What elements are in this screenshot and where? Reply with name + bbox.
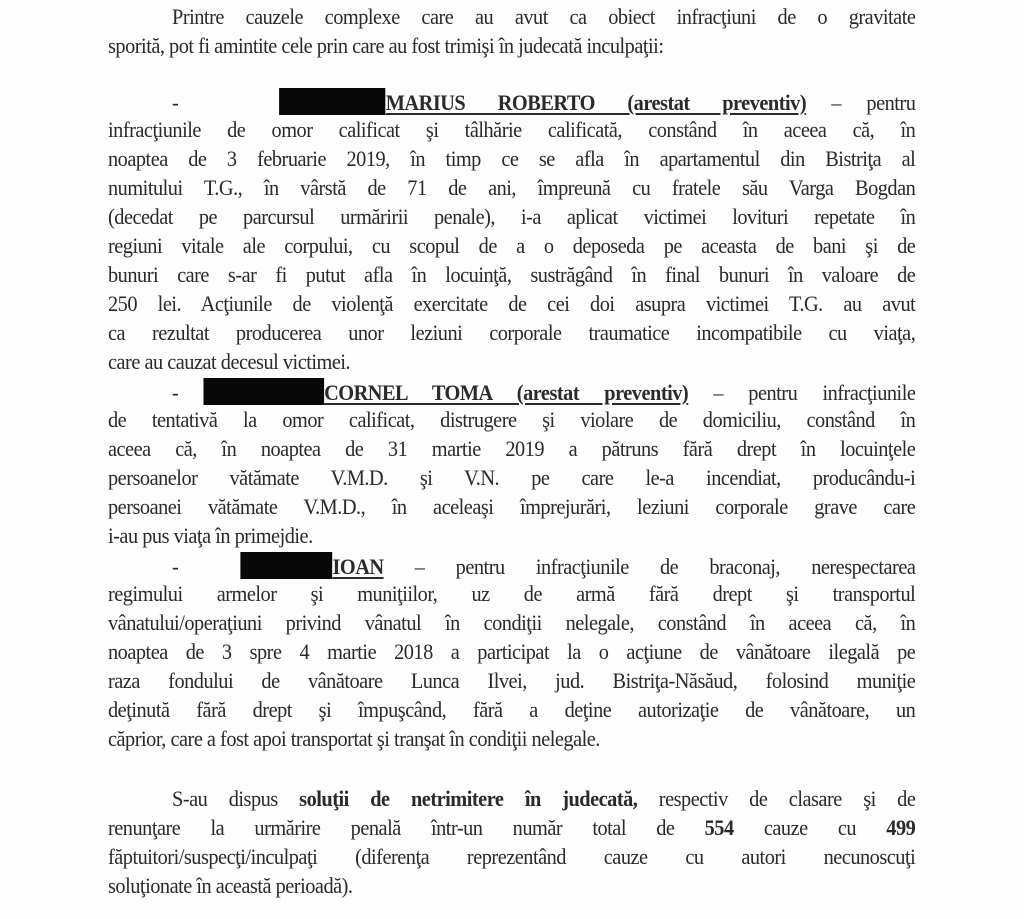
closing-text: renunţare la urmărire penală într-un număr total de xyxy=(108,815,705,840)
case2-dash: - xyxy=(172,380,179,405)
case3-line: deţinută fără drept şi împuşcând, fără a deţine autorizaţie de vânătoare, un xyxy=(108,697,916,722)
closing-text: respectiv de clasare şi de xyxy=(637,786,916,811)
case1-line: care au cauzat decesul victimei. xyxy=(108,349,351,374)
persons-count: 499 xyxy=(886,815,916,840)
case1-line: ca rezultat producerea unor leziuni corporale traumatice incompatibile cu viaţa, xyxy=(108,320,916,345)
case1-defendant-name: MARIUS ROBERTO (arestat preventiv) xyxy=(385,90,807,115)
case1-line: 250 lei. Acţiunile de violenţă exercitate de cei doi asupra victimei T.G. au avut xyxy=(108,291,916,316)
case3-defendant-name: IOAN xyxy=(332,554,384,579)
case2-line: i-au pus viaţa în primejdie. xyxy=(108,523,313,548)
case3-heading-tail: – pentru infracţiunile de braconaj, nerespectarea xyxy=(383,554,916,579)
closing-text: S-au dispus xyxy=(172,786,300,811)
case1-line: numitului T.G., în vârstă de 71 de ani, împreună cu fratele său Varga Bogdan xyxy=(108,175,916,200)
closing-emphasis: soluţii de netrimitere în judecată, xyxy=(299,786,638,811)
closing-line-2 xyxy=(108,815,915,841)
case2-line: aceea că, în noaptea de 31 martie 2019 a pătruns fără drept în locuinţele xyxy=(108,436,916,461)
case2-line: persoanei vătămate V.M.D., în aceleaşi împrejurări, leziuni corporale grave care xyxy=(108,494,916,519)
cases-count: 554 xyxy=(704,815,734,840)
case1-line: regiuni vitale ale corpului, cu scopul de a o deposeda pe aceasta de bani şi de xyxy=(108,233,916,258)
case3-line: regimului armelor şi muniţiilor, uz de armă fără drept şi transportul xyxy=(108,581,916,606)
closing-line-3: făptuitori/suspecţi/inculpaţi (diferenţa reprezentând cauze cu autori necunoscuţi xyxy=(108,844,916,869)
case1-line: bunuri care s-ar fi putut afla în locuinţă, sustrăgând în final bunuri în valoare de xyxy=(108,262,916,287)
case2-heading xyxy=(172,378,915,406)
closing-line-1 xyxy=(172,786,915,812)
closing-text: cauze cu xyxy=(733,815,887,840)
case1-line: infracţiunile de omor calificat şi tâlhărie calificată, constând în aceea că, în xyxy=(108,117,916,142)
case1-dash: - xyxy=(172,90,179,115)
closing-line-4: soluţionate în această perioadă). xyxy=(108,873,353,898)
case1-heading-tail: – pentru xyxy=(806,90,916,115)
redaction-block xyxy=(203,378,324,405)
redaction-block xyxy=(280,88,386,115)
case3-line: raza fondului de vânătoare Lunca Ilvei, jud. Bistriţa-Năsăud, folosind muniţie xyxy=(108,668,916,693)
case3-dash: - xyxy=(172,554,179,579)
redaction-block xyxy=(241,552,333,579)
case2-heading-tail: – pentru infracţiunile xyxy=(688,380,916,405)
case3-line: noaptea de 3 spre 4 martie 2018 a participat la o acţiune de vânătoare ilegală pe xyxy=(108,639,916,664)
case1-line: noaptea de 3 februarie 2019, în timp ce se afla în apartamentul din Bistriţa al xyxy=(108,146,916,171)
case1-line: (decedat pe parcursul urmăririi penale), i-a aplicat victimei lovituri repetate în xyxy=(108,204,916,229)
case2-line: de tentativă la omor calificat, distrugere şi violare de domiciliu, constând în xyxy=(108,407,916,432)
case1-heading xyxy=(172,88,915,116)
case3-line: vânatului/operaţiuni privind vânatul în condiţii nelegale, constând în aceea că, în xyxy=(108,610,916,635)
case3-heading xyxy=(172,552,915,580)
case2-defendant-name: CORNEL TOMA (arestat preventiv) xyxy=(324,380,689,405)
intro-line-2: sporită, pot fi amintite cele prin care au fost trimişi în judecată inculpaţii: xyxy=(108,33,664,58)
intro-line-1: Printre cauzele complexe care au avut ca obiect infracţiuni de o gravitate xyxy=(172,4,916,29)
case2-line: persoanelor vătămate V.M.D. şi V.N. pe care le-a incendiat, producându-i xyxy=(108,465,916,490)
case3-line: căprior, care a fost apoi transportat şi tranşat în condiţii nelegale. xyxy=(108,726,600,751)
